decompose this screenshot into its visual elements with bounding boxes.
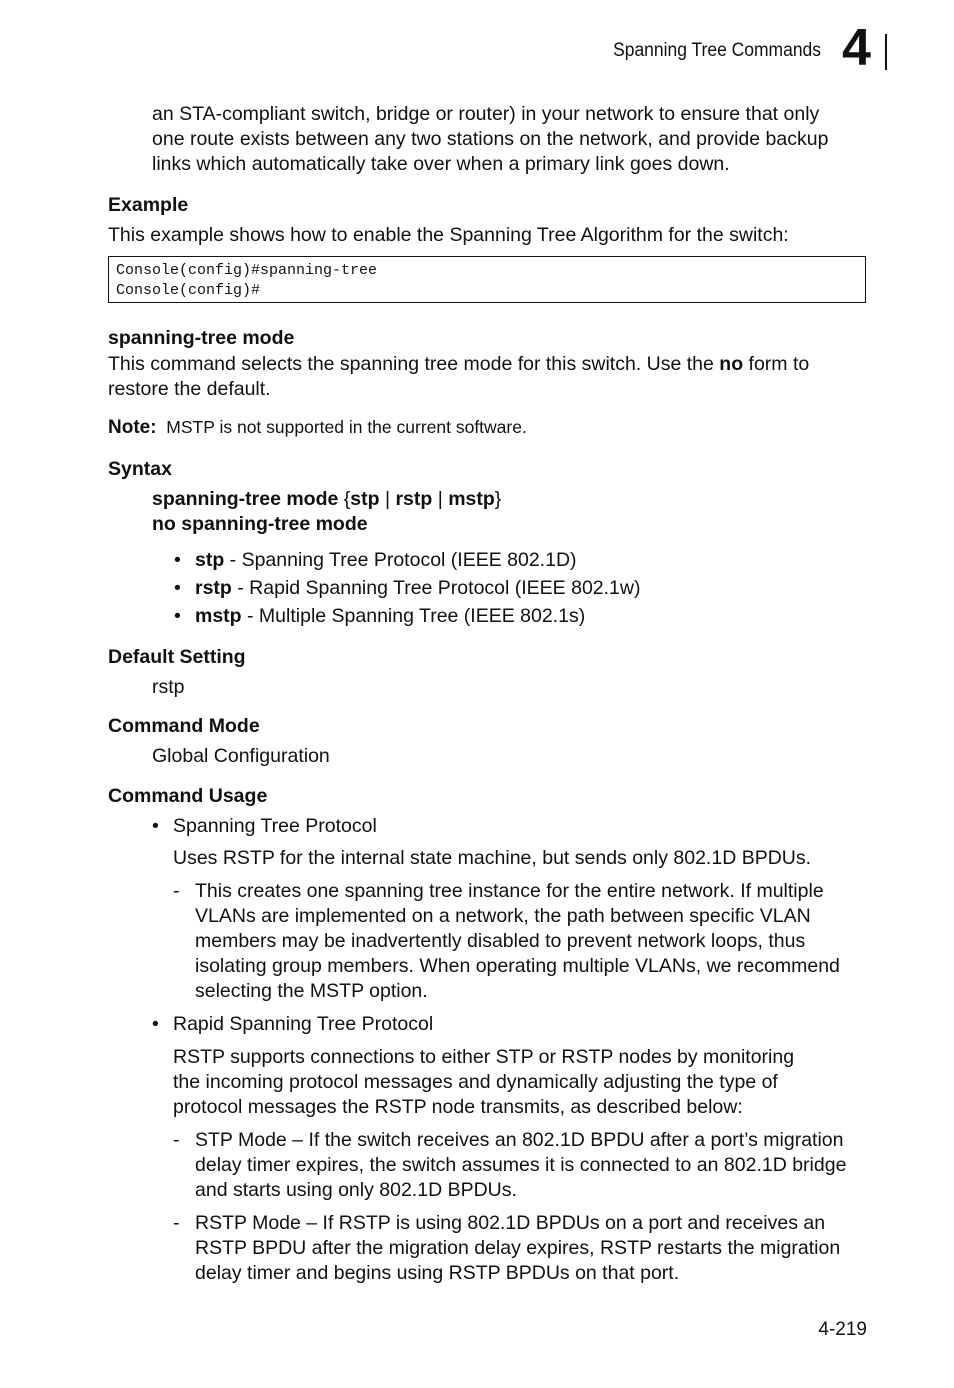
description-text: This command selects the spanning tree mode for this switch. Use the xyxy=(108,353,720,375)
default-setting-heading: Default Setting xyxy=(108,646,246,668)
example-heading: Example xyxy=(108,194,189,216)
usage-rstp-text xyxy=(173,1045,794,1120)
note-label: Note: xyxy=(108,417,157,438)
description-line xyxy=(108,352,809,377)
rstp-text-line: RSTP supports connections to either STP or RSTP nodes by monitoring xyxy=(173,1046,795,1068)
code-block xyxy=(108,256,866,303)
syntax-separator: | xyxy=(432,488,449,510)
command-title: spanning-tree mode xyxy=(108,327,295,349)
option-term: rstp xyxy=(195,577,232,599)
syntax-separator: | xyxy=(379,488,396,510)
rstp-text-line: the incoming protocol messages and dynamically adjusting the type of xyxy=(173,1071,778,1093)
description-keyword: no xyxy=(719,353,744,375)
dash-line: RSTP Mode – If RSTP is using 802.1D BPDUs on a port and receives an xyxy=(195,1212,826,1234)
option-item xyxy=(174,576,640,601)
dash-line: STP Mode – If the switch receives an 802.1D BPDU after a port’s migration xyxy=(195,1129,844,1151)
syntax-heading: Syntax xyxy=(108,458,172,480)
syntax-no-form: no spanning-tree mode xyxy=(152,513,368,535)
syntax-option: rstp xyxy=(395,488,433,510)
intro-paragraph xyxy=(152,102,828,177)
dash-line: selecting the MSTP option. xyxy=(195,980,428,1002)
description-text: form to xyxy=(743,353,810,375)
note-text: MSTP is not supported in the current software. xyxy=(166,417,527,437)
usage-rstp-dash-stp-mode xyxy=(173,1128,846,1203)
usage-item-rstp xyxy=(152,1012,433,1037)
syntax-line xyxy=(152,487,501,512)
command-mode-value: Global Configuration xyxy=(152,745,330,767)
usage-stp-dash-item xyxy=(173,879,840,1004)
bullet-icon: • xyxy=(152,1013,159,1035)
command-description xyxy=(108,352,809,402)
option-desc: - Rapid Spanning Tree Protocol (IEEE 802.1w) xyxy=(231,577,641,599)
running-header-title: Spanning Tree Commands xyxy=(613,40,821,61)
syntax-command: spanning-tree mode xyxy=(152,488,339,510)
chapter-number: 4 xyxy=(842,19,871,77)
description-line: restore the default. xyxy=(108,378,271,400)
intro-line: links which automatically take over when a primary link goes down. xyxy=(152,153,730,175)
dash-line: delay timer and begins using RSTP BPDUs on that port. xyxy=(195,1262,680,1284)
default-setting-value: rstp xyxy=(152,676,185,698)
rstp-text-line: protocol messages the RSTP node transmits, as described below: xyxy=(173,1096,743,1118)
option-desc: - Spanning Tree Protocol (IEEE 802.1D) xyxy=(224,549,577,571)
page-number: 4-219 xyxy=(818,1319,867,1340)
intro-line: an STA-compliant switch, bridge or router) in your network to ensure that only xyxy=(152,103,820,125)
bullet-icon: • xyxy=(152,815,159,837)
example-text: This example shows how to enable the Spanning Tree Algorithm for the switch: xyxy=(108,224,789,246)
option-term: stp xyxy=(195,549,225,571)
intro-line: one route exists between any two stations on the network, and provide backup xyxy=(152,128,829,150)
option-term: mstp xyxy=(195,605,242,627)
usage-rstp-dash-rstp-mode xyxy=(173,1211,840,1286)
syntax-brace: { xyxy=(338,488,351,510)
dash-marker: - xyxy=(173,880,180,902)
code-line: Console(config)# xyxy=(116,282,261,299)
syntax-option: stp xyxy=(350,488,380,510)
dash-line: This creates one spanning tree instance for the entire network. If multiple xyxy=(195,880,824,902)
dash-line: isolating group members. When operating multiple VLANs, we recommend xyxy=(195,955,840,977)
chapter-divider xyxy=(885,34,887,70)
dash-line: members may be inadvertently disabled to prevent network loops, thus xyxy=(195,930,806,952)
usage-item-stp xyxy=(152,814,377,839)
syntax-brace: } xyxy=(494,488,502,510)
dash-line: delay timer expires, the switch assumes it is connected to an 802.1D bridge xyxy=(195,1154,847,1176)
bullet-icon: • xyxy=(174,605,181,627)
note xyxy=(108,416,527,439)
dash-line: VLANs are implemented on a network, the path between specific VLAN xyxy=(195,905,811,927)
option-desc: - Multiple Spanning Tree (IEEE 802.1s) xyxy=(241,605,586,627)
usage-stp-text: Uses RSTP for the internal state machine, but sends only 802.1D BPDUs. xyxy=(173,847,812,869)
syntax-option: mstp xyxy=(448,488,495,510)
bullet-icon: • xyxy=(174,577,181,599)
dash-marker: - xyxy=(173,1129,180,1151)
option-item xyxy=(174,604,585,629)
option-item xyxy=(174,548,577,573)
dash-marker: - xyxy=(173,1212,180,1234)
command-mode-heading: Command Mode xyxy=(108,715,260,737)
command-usage-heading: Command Usage xyxy=(108,785,268,807)
bullet-icon: • xyxy=(174,549,181,571)
dash-line: RSTP BPDU after the migration delay expires, RSTP restarts the migration xyxy=(195,1237,841,1259)
usage-item-title: Rapid Spanning Tree Protocol xyxy=(173,1013,434,1035)
usage-item-title: Spanning Tree Protocol xyxy=(173,815,377,837)
code-line: Console(config)#spanning-tree xyxy=(116,262,378,279)
dash-line: and starts using only 802.1D BPDUs. xyxy=(195,1179,517,1201)
